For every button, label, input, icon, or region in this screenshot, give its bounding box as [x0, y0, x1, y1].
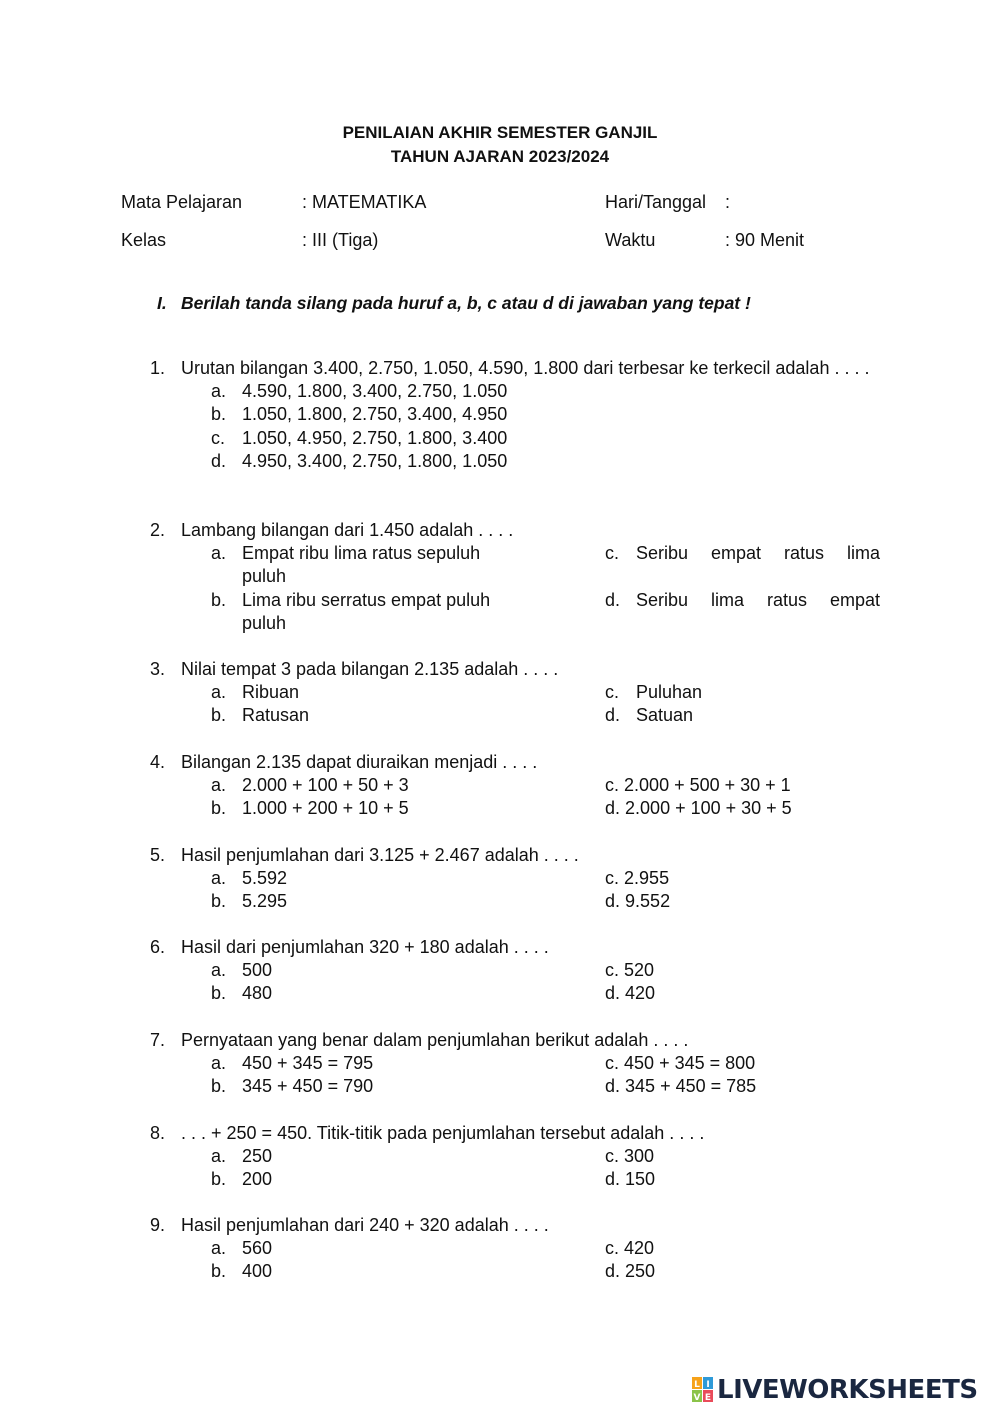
- option-letter: c.: [605, 1238, 620, 1259]
- option-letter: b.: [211, 589, 227, 610]
- option-letter: c.: [605, 960, 620, 981]
- page-subtitle: TAHUN AJARAN 2023/2024: [390, 147, 610, 166]
- question-7: [150, 1029, 880, 1099]
- option-text: Puluhan: [636, 682, 703, 703]
- option-letter: c.: [605, 868, 620, 889]
- instruction-text: Berilah tanda silang pada huruf a, b, c atau d di jawaban yang tepat !: [181, 293, 751, 313]
- question-9: [150, 1214, 880, 1284]
- option-text: 420: [624, 1238, 655, 1259]
- option-text: Lima ribu serratus empat puluh puluh: [242, 589, 491, 633]
- option-c[interactable]: [605, 1237, 880, 1260]
- option-text: 1.050, 4.950, 2.750, 1.800, 3.400: [242, 427, 508, 448]
- option-text: 250: [242, 1146, 273, 1167]
- option-d[interactable]: [605, 1260, 880, 1283]
- subject-label: Mata Pelajaran: [121, 192, 243, 212]
- option-letter: a.: [211, 775, 227, 796]
- option-letter: d.: [211, 450, 227, 471]
- question-number: 2.: [150, 520, 166, 540]
- option-text: 5.295: [242, 891, 288, 912]
- option-letter: a.: [211, 543, 227, 564]
- day-label: Hari/Tanggal: [605, 192, 707, 212]
- question-4: [150, 751, 880, 821]
- option-text: 2.000 + 100 + 50 + 3: [242, 775, 409, 796]
- option-text: 2.000 + 500 + 30 + 1: [624, 775, 791, 796]
- option-letter: a.: [211, 1053, 227, 1074]
- option-text: 1.050, 1.800, 2.750, 3.400, 4.950: [242, 404, 508, 425]
- option-d[interactable]: [605, 982, 880, 1005]
- option-text: 420: [625, 983, 656, 1004]
- option-text: 450 + 345 = 800: [624, 1053, 756, 1074]
- option-a[interactable]: [211, 1052, 605, 1075]
- option-letter: b.: [211, 705, 227, 726]
- option-c[interactable]: [605, 774, 880, 797]
- option-a[interactable]: [211, 1237, 605, 1260]
- question-8: [150, 1122, 880, 1192]
- option-text: Satuan: [636, 705, 694, 726]
- svg-text:I: I: [706, 1380, 710, 1390]
- option-letter: a.: [211, 682, 227, 703]
- question-number: 5.: [150, 845, 166, 865]
- liveworksheets-logo-text: LIVEWORKSHEETS: [717, 1375, 978, 1405]
- option-letter: d.: [605, 1261, 621, 1282]
- question-number: 1.: [150, 358, 166, 378]
- option-a[interactable]: [211, 1145, 605, 1168]
- option-letter: d.: [605, 798, 621, 819]
- option-letter: b.: [211, 404, 227, 425]
- question-number: 7.: [150, 1030, 166, 1050]
- option-text: 300: [624, 1146, 655, 1167]
- option-text: 1.000 + 200 + 10 + 5: [242, 798, 409, 819]
- option-letter: b.: [211, 891, 227, 912]
- option-b[interactable]: [211, 982, 605, 1005]
- option-letter: c.: [605, 543, 620, 564]
- option-letter: a.: [211, 1146, 227, 1167]
- subject-value: : MATEMATIKA: [302, 192, 427, 212]
- option-letter: a.: [211, 381, 227, 402]
- option-text: 2.000 + 100 + 30 + 5: [625, 798, 792, 819]
- option-a[interactable]: [150, 380, 880, 403]
- question-text: . . . + 250 = 450. Titik-titik pada penjumlahan tersebut adalah . . . .: [181, 1123, 705, 1143]
- option-letter: b.: [211, 1076, 227, 1097]
- option-d[interactable]: [605, 704, 880, 727]
- option-text: 250: [625, 1261, 656, 1282]
- question-number: 3.: [150, 659, 166, 679]
- option-d[interactable]: [150, 450, 880, 473]
- option-text: 345 + 450 = 790: [242, 1076, 374, 1097]
- option-text: 150: [625, 1169, 656, 1190]
- question-number: 9.: [150, 1215, 166, 1235]
- option-letter: c.: [605, 682, 620, 703]
- option-c[interactable]: [150, 427, 880, 450]
- option-letter: a.: [211, 868, 227, 889]
- question-text: Nilai tempat 3 pada bilangan 2.135 adalah . . . .: [181, 659, 559, 679]
- option-b[interactable]: [211, 1168, 605, 1191]
- question-text: Urutan bilangan 3.400, 2.750, 1.050, 4.590, 1.800 dari terbesar ke terkecil adalah . . . .: [181, 358, 870, 378]
- time-value: : 90 Menit: [725, 230, 805, 250]
- option-text: Seribu empat ratus lima: [636, 543, 880, 564]
- option-text: 345 + 450 = 785: [625, 1076, 757, 1097]
- option-b[interactable]: [211, 704, 605, 727]
- option-text: 4.590, 1.800, 3.400, 2.750, 1.050: [242, 381, 508, 402]
- option-text: 450 + 345 = 795: [242, 1053, 374, 1074]
- option-text: 2.955: [624, 868, 670, 889]
- option-letter: c.: [605, 1053, 620, 1074]
- option-letter: d.: [605, 705, 621, 726]
- option-text: 480: [242, 983, 273, 1004]
- option-d[interactable]: [605, 797, 880, 820]
- option-letter: b.: [211, 1169, 227, 1190]
- option-letter: b.: [211, 983, 227, 1004]
- option-letter: b.: [211, 1261, 227, 1282]
- question-text: Pernyataan yang benar dalam penjumlahan berikut adalah . . . .: [181, 1030, 689, 1050]
- option-c[interactable]: [605, 867, 880, 890]
- svg-text:V: V: [693, 1393, 701, 1403]
- option-letter: c.: [605, 775, 620, 796]
- option-text: Seribu lima ratus empat: [636, 589, 880, 610]
- option-letter: a.: [211, 960, 227, 981]
- option-a[interactable]: [211, 774, 605, 797]
- option-text: 200: [242, 1169, 273, 1190]
- option-d[interactable]: [605, 1168, 880, 1191]
- option-text: 400: [242, 1261, 273, 1282]
- question-3: [150, 658, 880, 728]
- option-a[interactable]: [211, 542, 511, 588]
- option-text: 520: [624, 960, 655, 981]
- option-letter: a.: [211, 1238, 227, 1259]
- option-c[interactable]: [605, 681, 880, 704]
- question-5: [150, 844, 880, 914]
- question-2: [150, 519, 880, 635]
- class-label: Kelas: [121, 230, 167, 250]
- time-label: Waktu: [605, 230, 656, 250]
- option-text: Ratusan: [242, 705, 310, 726]
- option-a[interactable]: [211, 681, 605, 704]
- option-letter: d.: [605, 589, 621, 610]
- option-c[interactable]: [605, 1052, 880, 1075]
- question-number: 6.: [150, 937, 166, 957]
- option-letter: b.: [211, 798, 227, 819]
- svg-text:L: L: [694, 1380, 700, 1390]
- option-b[interactable]: [211, 797, 605, 820]
- option-d[interactable]: [605, 890, 880, 913]
- option-a[interactable]: [211, 867, 605, 890]
- option-d[interactable]: [605, 1075, 880, 1098]
- option-b[interactable]: [211, 1260, 605, 1283]
- option-text: Empat ribu lima ratus sepuluh puluh: [242, 543, 481, 587]
- option-text: 500: [242, 960, 273, 981]
- day-value: :: [725, 192, 731, 212]
- page-title: PENILAIAN AKHIR SEMESTER GANJIL: [342, 123, 658, 142]
- option-b[interactable]: [211, 589, 511, 635]
- class-value: : III (Tiga): [302, 230, 379, 250]
- question-text: Lambang bilangan dari 1.450 adalah . . . .: [181, 520, 514, 540]
- option-text: 9.552: [625, 891, 671, 912]
- question-text: Hasil dari penjumlahan 320 + 180 adalah . . . .: [181, 937, 549, 957]
- question-6: [150, 936, 880, 1006]
- option-d[interactable]: [605, 589, 880, 612]
- question-text: Bilangan 2.135 dapat diuraikan menjadi . . . .: [181, 752, 538, 772]
- question-text: Hasil penjumlahan dari 3.125 + 2.467 adalah . . . .: [181, 845, 579, 865]
- option-b[interactable]: [211, 1075, 605, 1098]
- svg-text:E: E: [704, 1393, 712, 1403]
- liveworksheets-logo-icon: [692, 1377, 714, 1403]
- option-letter: d.: [605, 1076, 621, 1097]
- question-1: [150, 357, 880, 473]
- option-letter: d.: [605, 891, 621, 912]
- option-c[interactable]: [605, 1145, 880, 1168]
- question-text: Hasil penjumlahan dari 240 + 320 adalah . . . .: [181, 1215, 549, 1235]
- option-letter: d.: [605, 1169, 621, 1190]
- option-text: 4.950, 3.400, 2.750, 1.800, 1.050: [242, 450, 508, 471]
- option-text: 560: [242, 1238, 273, 1259]
- question-number: 4.: [150, 752, 166, 772]
- liveworksheets-logo[interactable]: [692, 1373, 978, 1407]
- instruction-number: I.: [157, 293, 167, 313]
- option-c[interactable]: [605, 959, 880, 982]
- option-text: Ribuan: [242, 682, 300, 703]
- question-number: 8.: [150, 1123, 166, 1143]
- option-b[interactable]: [211, 890, 605, 913]
- option-a[interactable]: [211, 959, 605, 982]
- option-letter: d.: [605, 983, 621, 1004]
- option-letter: c.: [211, 427, 226, 448]
- option-text: 5.592: [242, 868, 288, 889]
- option-c[interactable]: [605, 542, 880, 565]
- option-letter: c.: [605, 1146, 620, 1167]
- option-b[interactable]: [150, 403, 880, 426]
- instruction: [157, 291, 877, 315]
